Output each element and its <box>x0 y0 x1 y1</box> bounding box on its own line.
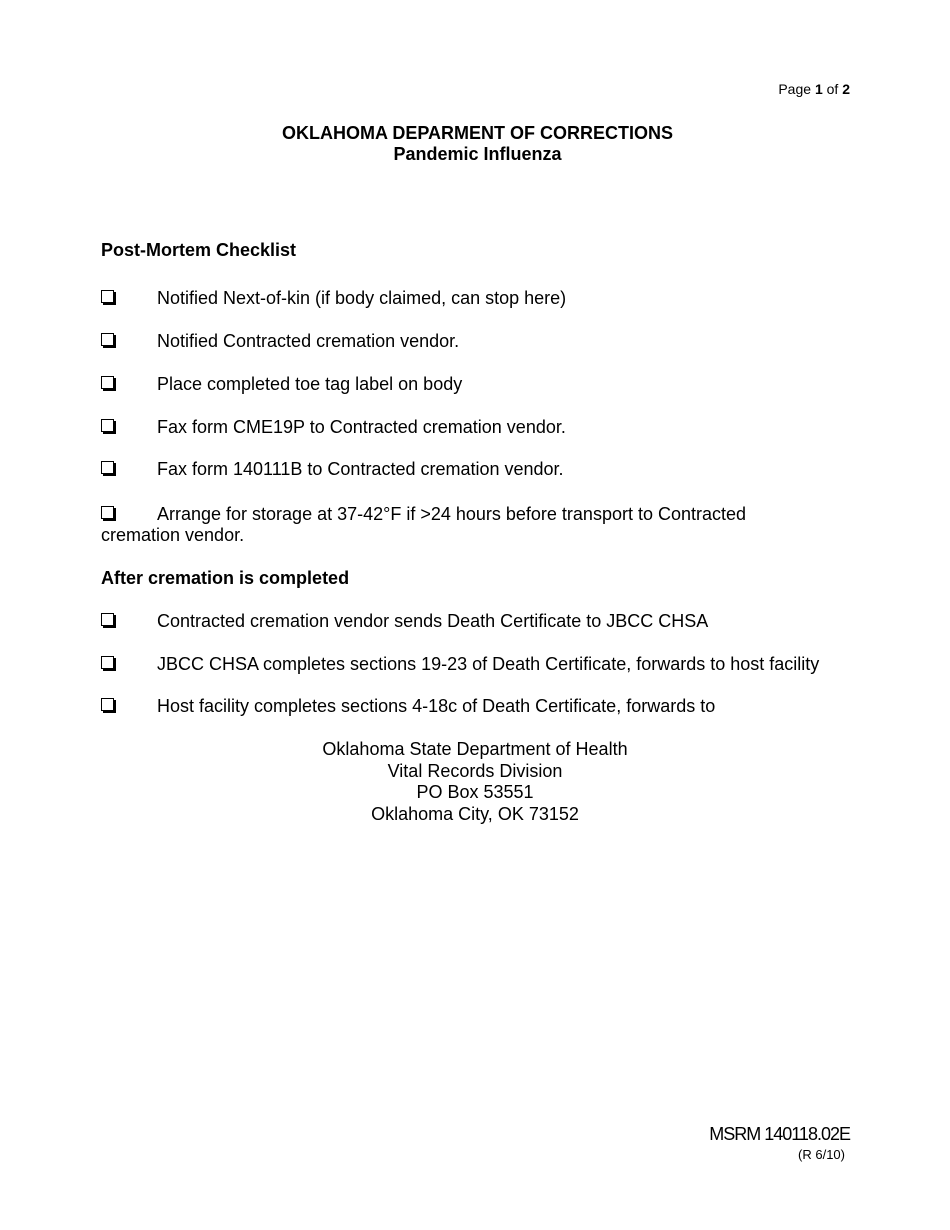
document-subtitle: Pandemic Influenza <box>393 144 562 164</box>
address-line: PO Box 53551 <box>416 782 534 802</box>
mailing-address <box>100 739 850 825</box>
checklist-item-text: Fax form 140111B to Contracted cremation vendor. <box>157 459 564 479</box>
checklist-item-text: Arrange for storage at 37-42°F if >24 hours before transport to Contracted cremation vendor. <box>101 504 747 545</box>
checklist-item <box>101 504 781 546</box>
checklist-item <box>101 417 856 438</box>
form-revision: (R 6/10) <box>798 1147 845 1162</box>
agency-title: OKLAHOMA DEPARMENT OF CORRECTIONS <box>282 123 673 143</box>
section-title-after-cremation: After cremation is completed <box>101 568 350 588</box>
checklist-item-text: Host facility completes sections 4-18c of Death Certificate, forwards to <box>157 696 716 716</box>
page-label: Page <box>778 81 812 97</box>
section-title-post-mortem: Post-Mortem Checklist <box>101 240 297 260</box>
checklist-item <box>101 696 856 717</box>
checkbox-icon[interactable] <box>101 696 157 717</box>
checkbox-icon[interactable] <box>101 654 157 675</box>
checkbox-icon[interactable] <box>101 611 157 632</box>
checklist-item <box>101 374 856 395</box>
checklist-item <box>101 611 856 632</box>
form-identifier <box>709 1124 850 1162</box>
checklist-item-text: Notified Contracted cremation vendor. <box>157 331 460 351</box>
address-line: Oklahoma City, OK 73152 <box>371 803 579 824</box>
document-header <box>100 123 855 165</box>
address-line: Vital Records Division <box>387 760 563 781</box>
checkbox-icon[interactable] <box>101 459 157 480</box>
checklist-item-text: Place completed toe tag label on body <box>157 374 463 394</box>
checkbox-icon[interactable] <box>101 288 157 309</box>
checklist-item-text: Fax form CME19P to Contracted cremation vendor. <box>157 417 566 437</box>
address-line: Oklahoma State Department of Health <box>322 739 628 759</box>
checklist-item <box>101 654 881 675</box>
checklist-item-text: JBCC CHSA completes sections 19-23 of Death Certificate, forwards to host facility <box>157 654 820 674</box>
checklist-item-text: Contracted cremation vendor sends Death Certificate to JBCC CHSA <box>157 611 709 631</box>
page-current: 1 <box>814 81 823 97</box>
checkbox-icon[interactable] <box>101 504 157 525</box>
checklist-item <box>101 288 856 309</box>
page-number <box>778 81 850 97</box>
checkbox-icon[interactable] <box>101 374 157 395</box>
checkbox-icon[interactable] <box>101 417 157 438</box>
checklist-item <box>101 331 856 352</box>
page-of: of <box>826 81 839 97</box>
checkbox-icon[interactable] <box>101 331 157 352</box>
checklist-item-text: Notified Next-of-kin (if body claimed, can stop here) <box>157 288 567 308</box>
page-total: 2 <box>842 81 850 97</box>
form-code: MSRM 140118.02E <box>709 1124 850 1144</box>
checklist-item <box>101 459 856 480</box>
